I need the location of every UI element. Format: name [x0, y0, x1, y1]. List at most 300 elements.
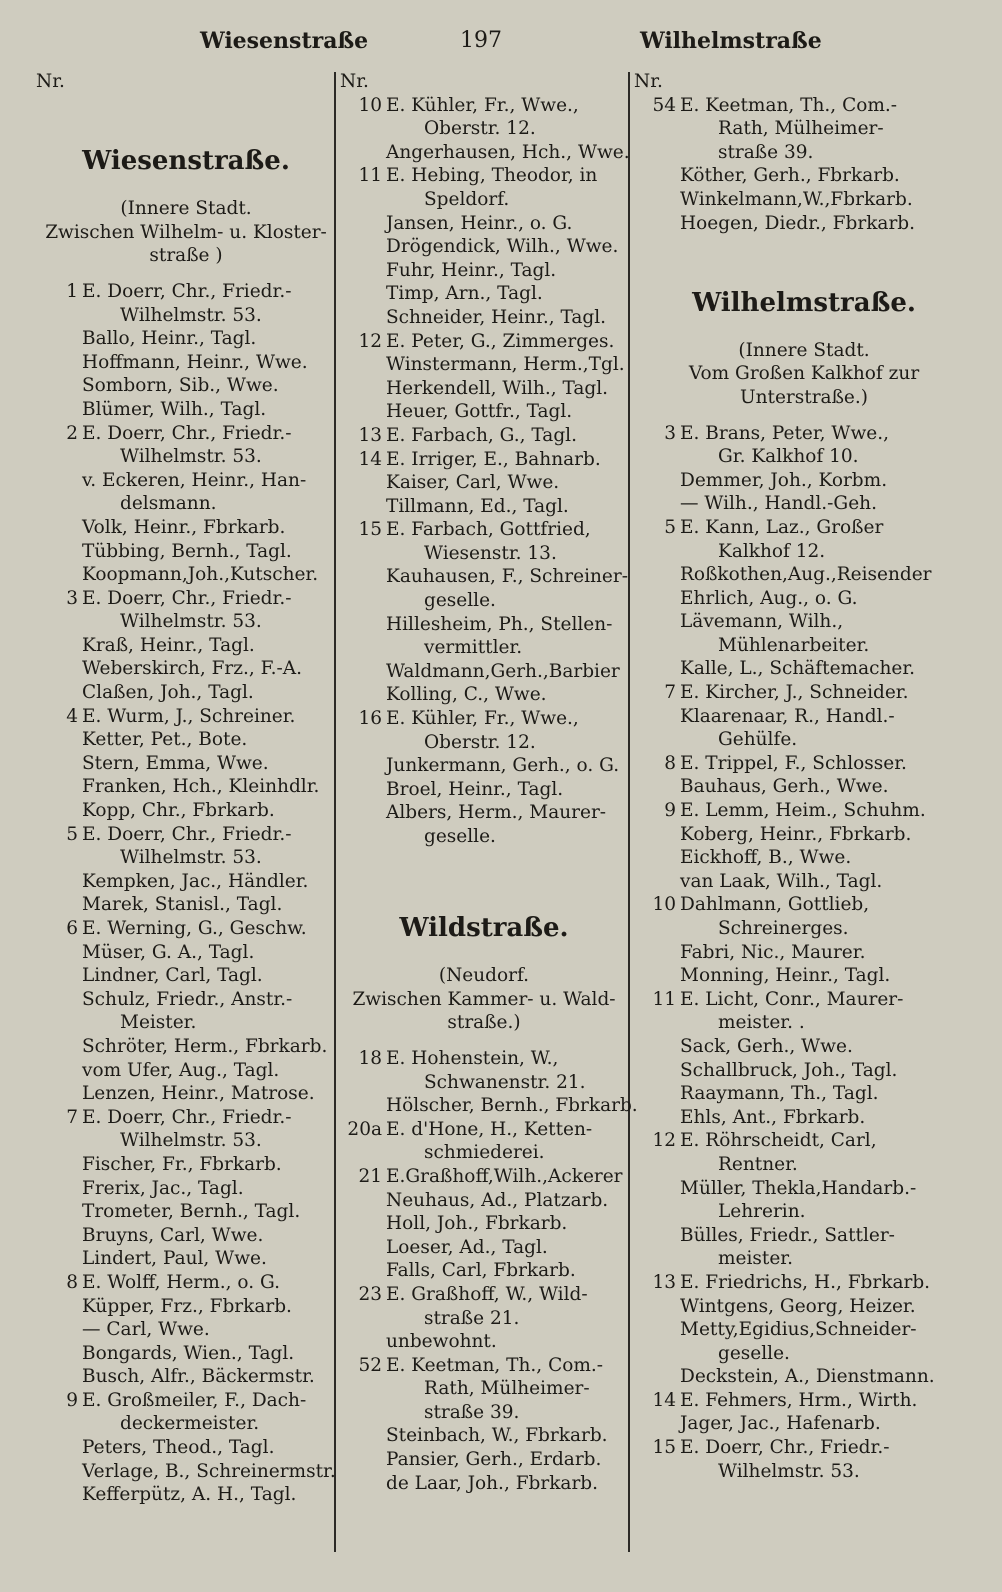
entry-text: geselle.: [424, 590, 496, 612]
entry-text: Hillesheim, Ph., Stellen-: [386, 613, 613, 635]
entry-text: Tillmann, Ed., Tagl.: [386, 495, 569, 517]
house-number: 10: [358, 94, 382, 116]
entry-line: [36, 1177, 336, 1201]
entry-line: [36, 1200, 336, 1224]
entry-line: [36, 1318, 336, 1342]
entry-text: Ehls, Ant., Fbrkarb.: [680, 1106, 866, 1128]
entry-line: [340, 542, 628, 566]
entry-text: Jansen, Heinr., o. G.: [386, 212, 573, 234]
street-desc: Zwischen Kammer- u. Wald-: [352, 988, 616, 1010]
entry-text: Deckstein, A., Dienstmann.: [680, 1366, 935, 1388]
entry-text: E. Keetman, Th., Com.-: [680, 94, 898, 116]
entry-text: Lenzen, Heinr., Matrose.: [82, 1083, 315, 1105]
entry-text: Köther, Gerh., Fbrkarb.: [680, 165, 900, 187]
entry-text: E. Großmeiler, F., Dach-: [82, 1389, 307, 1411]
entry-line: [36, 1106, 336, 1130]
entry-text: Küpper, Frz., Fbrkarb.: [82, 1295, 292, 1317]
entry-text: Peters, Theod., Tagl.: [82, 1437, 275, 1459]
entry-line: [36, 752, 336, 776]
house-number: 23: [358, 1283, 382, 1305]
nr-label: Nr.: [340, 71, 369, 92]
entry-list: [340, 1047, 638, 1495]
entry-line: [340, 1424, 628, 1448]
entry-text: Rentner.: [718, 1153, 798, 1175]
entry-line: [340, 377, 628, 401]
entry-text: E. Trippel, F., Schlosser.: [680, 752, 907, 774]
entry-line: [634, 188, 974, 212]
entry-text: Monning, Heinr., Tagl.: [680, 965, 891, 987]
entry-line: [634, 212, 974, 236]
house-number: 4: [66, 705, 78, 727]
entry-line: [36, 846, 336, 870]
entry-line: [634, 445, 974, 469]
entry-line: [634, 681, 974, 705]
house-number: 13: [652, 1271, 676, 1293]
entry-text: E. Licht, Conr., Maurer-: [680, 988, 904, 1010]
entry-line: [36, 610, 336, 634]
entry-line: [340, 1377, 628, 1401]
entry-line: [634, 657, 974, 681]
entry-text: Schröter, Herm., Fbrkarb.: [82, 1035, 328, 1057]
entry-text: Neuhaus, Ad., Platzarb.: [386, 1189, 609, 1211]
entry-line: [340, 1071, 628, 1095]
entry-line: [36, 917, 336, 941]
entry-line: [634, 941, 974, 965]
house-number: 13: [358, 424, 382, 446]
entry-line: [634, 634, 974, 658]
entry-line: [36, 1247, 336, 1271]
entry-text: Lävemann, Wilh.,: [680, 611, 844, 633]
entry-text: Frerix, Jac., Tagl.: [82, 1177, 244, 1199]
entry-line: [36, 657, 336, 681]
entry-text: Somborn, Sib., Wwe.: [82, 375, 279, 397]
house-number: 12: [652, 1130, 676, 1152]
entry-text: Speldorf.: [424, 188, 510, 210]
entry-line: [634, 422, 974, 446]
house-number: 7: [664, 682, 676, 704]
street-desc: (Innere Stadt.: [738, 339, 870, 361]
entry-line: [634, 705, 974, 729]
house-number: 14: [358, 448, 382, 470]
entry-text: straße 21.: [424, 1307, 520, 1329]
entry-text: Blümer, Wilh., Tagl.: [82, 398, 267, 420]
entry-line: [340, 164, 628, 188]
entry-line: [36, 941, 336, 965]
entry-text: Kopp, Chr., Fbrkarb.: [82, 800, 275, 822]
entry-line: [340, 801, 628, 825]
entry-line: [634, 752, 974, 776]
entry-text: E. Graßhoff, W., Wild-: [386, 1283, 588, 1305]
entry-line: [634, 988, 974, 1012]
entry-text: Holl, Joh., Fbrkarb.: [386, 1213, 568, 1235]
column-2: [340, 70, 638, 1570]
entry-text: Timp, Arn., Tagl.: [386, 283, 543, 305]
house-number: 11: [358, 165, 382, 187]
street-desc: Unterstraße.): [740, 386, 868, 408]
entry-line: [36, 1365, 336, 1389]
entry-line: [36, 1389, 336, 1413]
entry-text: E. Doerr, Chr., Friedr.-: [82, 587, 292, 609]
entry-list: [634, 422, 974, 1484]
entry-text: Fuhr, Heinr., Tagl.: [386, 259, 557, 281]
entry-line: [36, 634, 336, 658]
house-number: 54: [652, 94, 676, 116]
entry-text: Kalkhof 12.: [718, 540, 826, 562]
entry-line: [36, 1153, 336, 1177]
entry-line: [634, 1412, 974, 1436]
entry-line: [36, 1295, 336, 1319]
entry-text: E. Farbach, G., Tagl.: [386, 424, 577, 446]
entry-text: Koberg, Heinr., Fbrkarb.: [680, 823, 912, 845]
entry-line: [634, 1271, 974, 1295]
entry-text: E. Wurm, J., Schreiner.: [82, 705, 296, 727]
street-title: Wiesenstraße.: [82, 146, 290, 177]
entry-line: [340, 613, 628, 637]
entry-line: [36, 540, 336, 564]
entry-line: [634, 728, 974, 752]
entry-line: [36, 280, 336, 304]
entry-text: E. Friedrichs, H., Fbrkarb.: [680, 1271, 931, 1293]
entry-line: [634, 1295, 974, 1319]
entry-line: [36, 1460, 336, 1484]
house-number: 15: [358, 519, 382, 541]
entry-text: Schneider, Heinr., Tagl.: [386, 306, 607, 328]
entry-text: Verlage, B., Schreinermstr.: [82, 1460, 336, 1482]
entry-text: E. Doerr, Chr., Friedr.-: [82, 422, 292, 444]
entry-text: E. Kircher, J., Schneider.: [680, 682, 909, 704]
entry-text: Metty,Egidius,Schneider-: [680, 1319, 917, 1341]
entry-line: [634, 141, 974, 165]
entry-line: [340, 1259, 628, 1283]
entry-line: [36, 870, 336, 894]
entry-text: Bongards, Wien., Tagl.: [82, 1342, 295, 1364]
entry-line: [36, 587, 336, 611]
house-number: 21: [358, 1165, 382, 1187]
entry-text: Jager, Jac., Hafenarb.: [680, 1413, 881, 1435]
entry-line: [634, 1365, 974, 1389]
entry-line: [634, 775, 974, 799]
entry-text: Fabri, Nic., Maurer.: [680, 941, 866, 963]
entry-line: [634, 1129, 974, 1153]
entry-text: deckermeister.: [120, 1413, 260, 1435]
street-desc: Vom Großen Kalkhof zur: [688, 363, 920, 385]
entry-line: [340, 1141, 628, 1165]
entry-text: E. Irriger, E., Bahnarb.: [386, 448, 601, 470]
entry-line: [634, 1436, 974, 1460]
entry-text: E. Lemm, Heim., Schuhm.: [680, 800, 926, 822]
entry-text: de Laar, Joh., Fbrkarb.: [386, 1472, 599, 1494]
entry-line: [36, 1035, 336, 1059]
entry-line: [634, 1153, 974, 1177]
entry-line: [36, 492, 336, 516]
header-left: Wiesenstraße: [200, 28, 369, 54]
entry-line: [340, 636, 628, 660]
page-number: 197: [460, 28, 502, 53]
entry-text: Steinbach, W., Fbrkarb.: [386, 1425, 608, 1447]
entry-line: [340, 589, 628, 613]
entry-line: [340, 117, 628, 141]
entry-line: [340, 471, 628, 495]
entry-line: [634, 469, 974, 493]
entry-text: Wiesenstr. 13.: [424, 542, 557, 564]
entry-text: Klaarenaar, R., Handl.-: [680, 705, 895, 727]
entry-text: Busch, Alfr., Bäckermstr.: [82, 1366, 315, 1388]
entry-line: [36, 1059, 336, 1083]
entry-text: Hoegen, Diedr., Fbrkarb.: [680, 212, 916, 234]
entry-text: Dahlmann, Gottlieb,: [680, 894, 870, 916]
entry-line: [340, 306, 628, 330]
entry-text: Ehrlich, Aug., o. G.: [680, 587, 858, 609]
entry-text: Bülles, Friedr., Sattler-: [680, 1224, 895, 1246]
entry-line: [36, 988, 336, 1012]
entry-line: [340, 235, 628, 259]
house-number: 10: [652, 894, 676, 916]
house-number: 52: [358, 1354, 382, 1376]
entry-text: Franken, Hch., Kleinhdlr.: [82, 776, 320, 798]
entry-line: [634, 587, 974, 611]
header-right: Wilhelmstraße: [640, 28, 822, 54]
entry-line: [340, 683, 628, 707]
house-number: 20a: [347, 1118, 382, 1140]
entry-line: [340, 1330, 628, 1354]
entry-text: E. Keetman, Th., Com.-: [386, 1354, 604, 1376]
street-desc: straße ): [149, 245, 223, 267]
entry-line: [634, 1247, 974, 1271]
entry-line: [340, 660, 628, 684]
entry-line: [36, 1483, 336, 1507]
entry-text: Ballo, Heinr., Tagl.: [82, 328, 257, 350]
entry-line: [340, 825, 628, 849]
entry-line: [36, 327, 336, 351]
entry-line: [340, 778, 628, 802]
entry-text: Kraß, Heinr., Tagl.: [82, 634, 255, 656]
entry-text: Bauhaus, Gerh., Wwe.: [680, 776, 889, 798]
entry-line: [340, 1165, 628, 1189]
entry-text: Falls, Carl, Fbrkarb.: [386, 1260, 576, 1282]
entry-text: Winkelmann,W.,Fbrkarb.: [680, 188, 913, 210]
entry-text: E. Doerr, Chr., Friedr.-: [82, 280, 292, 302]
entry-text: Eickhoff, B., Wwe.: [680, 847, 852, 869]
entry-text: Angerhausen, Hch., Wwe.: [386, 141, 630, 163]
entry-line: [634, 1106, 974, 1130]
entry-text: Wilhelmstr. 53.: [120, 446, 262, 468]
entry-line: [634, 870, 974, 894]
entry-line: [340, 1354, 628, 1378]
entry-list: [634, 94, 974, 236]
entry-line: [340, 518, 628, 542]
house-number: 12: [358, 330, 382, 352]
entry-text: Kefferpütz, A. H., Tagl.: [82, 1484, 297, 1506]
entry-text: E. Peter, G., Zimmerges.: [386, 330, 615, 352]
entry-line: [340, 495, 628, 519]
entry-text: Heuer, Gottfr., Tagl.: [386, 401, 573, 423]
entry-line: [634, 94, 974, 118]
entry-text: Lindert, Paul, Wwe.: [82, 1248, 267, 1270]
entry-line: [634, 1177, 974, 1201]
entry-text: — Wilh., Handl.-Geh.: [680, 493, 877, 515]
entry-text: E. Werning, G., Geschw.: [82, 918, 307, 939]
entry-line: [36, 1412, 336, 1436]
entry-text: meister.: [718, 1248, 793, 1270]
entry-line: [36, 775, 336, 799]
entry-line: [36, 964, 336, 988]
entry-text: Müller, Thekla,Handarb.-: [680, 1177, 917, 1199]
entry-list: [36, 280, 336, 1507]
entry-text: E. d'Hone, H., Ketten-: [386, 1118, 593, 1140]
street-desc: Zwischen Wilhelm- u. Kloster-: [45, 221, 327, 243]
entry-list: [340, 94, 628, 849]
entry-text: geselle.: [718, 1342, 790, 1364]
entry-line: [36, 1224, 336, 1248]
entry-text: E. Hebing, Theodor, in: [386, 165, 598, 187]
entry-text: Lindner, Carl, Tagl.: [82, 965, 263, 987]
house-number: 9: [664, 800, 676, 822]
entry-line: [340, 1401, 628, 1425]
house-number: 16: [358, 708, 382, 730]
entry-line: [36, 563, 336, 587]
column-rule: [628, 72, 630, 1552]
entry-line: [634, 164, 974, 188]
entry-text: Marek, Stanisl., Tagl.: [82, 894, 283, 916]
entry-text: vom Ufer, Aug., Tagl.: [82, 1059, 280, 1081]
entry-line: [634, 1460, 974, 1484]
entry-text: Tübbing, Bernh., Tagl.: [82, 540, 292, 562]
entry-line: [340, 212, 628, 236]
entry-line: [36, 1082, 336, 1106]
entry-text: Kalle, L., Schäftemacher.: [680, 658, 916, 680]
entry-text: Herkendell, Wilh., Tagl.: [386, 377, 609, 399]
entry-line: [340, 94, 628, 118]
entry-line: [340, 1047, 628, 1071]
entry-text: Wintgens, Georg, Heizer.: [680, 1295, 916, 1317]
entry-line: [340, 330, 628, 354]
entry-text: Loeser, Ad., Tagl.: [386, 1236, 548, 1258]
entry-line: [634, 492, 974, 516]
entry-line: [340, 1236, 628, 1260]
entry-text: Müser, G. A., Tagl.: [82, 941, 255, 963]
entry-line: [36, 799, 336, 823]
entry-text: Schulz, Friedr., Anstr.-: [82, 988, 293, 1010]
entry-line: [36, 1436, 336, 1460]
house-number: 15: [652, 1437, 676, 1459]
entry-text: unbewohnt.: [386, 1331, 497, 1353]
entry-line: [340, 1448, 628, 1472]
entry-text: Rath, Mülheimer-: [424, 1378, 590, 1400]
entry-line: [340, 1212, 628, 1236]
entry-line: [36, 1342, 336, 1366]
entry-text: v. Eckeren, Heinr., Han-: [82, 469, 307, 491]
house-number: 11: [652, 988, 676, 1010]
entry-line: [634, 846, 974, 870]
entry-line: [634, 117, 974, 141]
entry-text: Wilhelmstr. 53.: [120, 304, 262, 326]
street-desc: straße.): [447, 1012, 521, 1034]
entry-text: Meister.: [120, 1012, 197, 1034]
entry-line: [340, 448, 628, 472]
entry-line: [340, 1189, 628, 1213]
house-number: 1: [66, 280, 78, 302]
house-number: 7: [66, 1106, 78, 1128]
entry-line: [634, 1389, 974, 1413]
entry-line: [36, 422, 336, 446]
entry-line: [36, 445, 336, 469]
entry-text: E. Wolff, Herm., o. G.: [82, 1271, 281, 1293]
entry-text: Gehülfe.: [718, 729, 798, 751]
entry-text: Sack, Gerh., Wwe.: [680, 1035, 853, 1057]
entry-text: Kempken, Jac., Händler.: [82, 870, 309, 892]
entry-line: [340, 707, 628, 731]
entry-text: schmiederei.: [424, 1142, 545, 1164]
entry-line: [634, 893, 974, 917]
entry-text: E. Fehmers, Hrm., Wirth.: [680, 1389, 918, 1411]
entry-text: E. Kann, Laz., Großer: [680, 516, 884, 538]
house-number: 2: [66, 422, 78, 444]
entry-line: [36, 516, 336, 540]
entry-line: [634, 1011, 974, 1035]
entry-text: Oberstr. 12.: [424, 118, 536, 140]
entry-text: Oberstr. 12.: [424, 731, 536, 753]
entry-line: [634, 1035, 974, 1059]
entry-line: [634, 1059, 974, 1083]
entry-line: [36, 705, 336, 729]
entry-line: [36, 374, 336, 398]
entry-text: straße 39.: [718, 141, 814, 163]
entry-line: [36, 351, 336, 375]
entry-line: [340, 1307, 628, 1331]
street-desc: (Neudorf.: [438, 965, 530, 987]
street-title: Wildstraße.: [399, 913, 569, 944]
entry-line: [36, 398, 336, 422]
entry-text: — Carl, Wwe.: [82, 1319, 210, 1341]
entry-text: E. Hohenstein, W.,: [386, 1047, 559, 1069]
entry-text: Gr. Kalkhof 10.: [718, 446, 859, 468]
entry-text: Drögendick, Wilh., Wwe.: [386, 236, 619, 258]
entry-text: Volk, Heinr., Fbrkarb.: [82, 516, 286, 538]
entry-line: [36, 1271, 336, 1295]
street-desc: (Innere Stadt.: [120, 198, 252, 220]
entry-text: E. Brans, Peter, Wwe.,: [680, 422, 889, 444]
entry-line: [340, 1094, 638, 1118]
entry-line: [634, 610, 974, 634]
entry-text: Broel, Heinr., Tagl.: [386, 778, 564, 800]
entry-text: Hölscher, Bernh., Fbrkarb.: [386, 1095, 638, 1117]
house-number: 14: [652, 1389, 676, 1411]
entry-text: Waldmann,Gerh.,Barbier: [386, 660, 620, 682]
entry-line: [36, 304, 336, 328]
entry-line: [634, 1224, 974, 1248]
entry-text: E. Doerr, Chr., Friedr.-: [680, 1437, 890, 1459]
entry-line: [340, 424, 628, 448]
entry-text: Hoffmann, Heinr., Wwe.: [82, 351, 308, 373]
entry-line: [340, 731, 628, 755]
house-number: 8: [664, 752, 676, 774]
entry-text: E. Doerr, Chr., Friedr.-: [82, 1106, 292, 1128]
entry-line: [340, 282, 628, 306]
house-number: 3: [66, 587, 78, 609]
entry-text: Koopmann,Joh.,Kutscher.: [82, 564, 319, 586]
entry-text: Winstermann, Herm.,Tgl.: [386, 354, 625, 376]
entry-line: [340, 1283, 628, 1307]
entry-text: E. Röhrscheidt, Carl,: [680, 1130, 877, 1152]
entry-text: Kaiser, Carl, Wwe.: [386, 472, 560, 494]
entry-line: [634, 516, 974, 540]
entry-text: Mühlenarbeiter.: [718, 634, 870, 656]
entry-line: [634, 563, 974, 587]
entry-text: E.Graßhoff,Wilh.,Ackerer: [386, 1165, 623, 1187]
entry-line: [634, 1342, 974, 1366]
entry-line: [634, 964, 974, 988]
entry-text: Junkermann, Gerh., o. G.: [386, 755, 620, 777]
